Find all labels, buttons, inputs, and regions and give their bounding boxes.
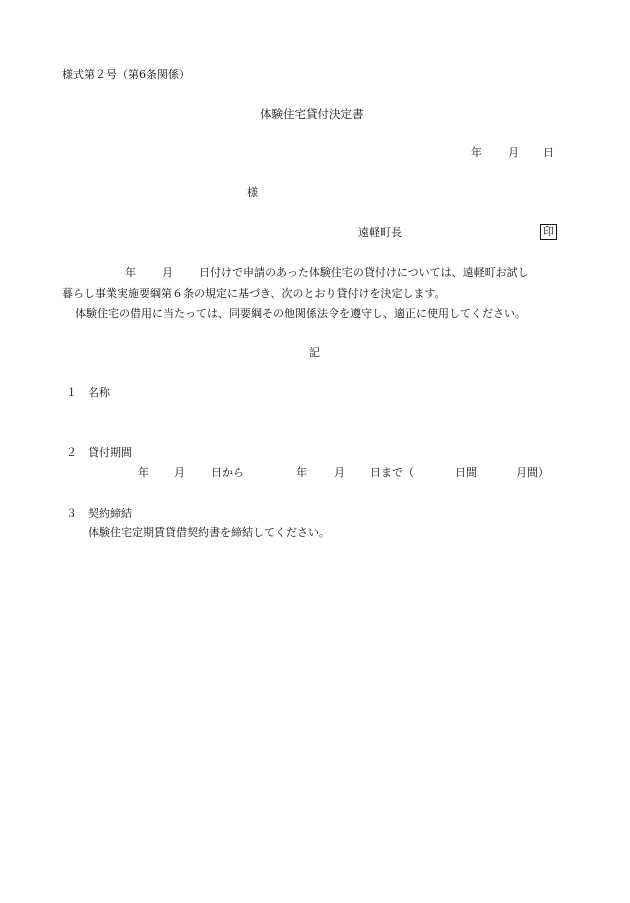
period-from-month: 月 xyxy=(174,466,185,479)
period-from-year: 年 xyxy=(138,466,149,479)
item-3-label: 契約締結 xyxy=(88,507,132,520)
period-to-year: 年 xyxy=(296,466,307,479)
body-paragraph-2: 体験住宅の借用に当たっては、同要綱その他関係法令を遵守し、適正に使用してください。 xyxy=(75,307,526,320)
item-3-detail: 体験住宅定期賃貸借契約書を締結してください。 xyxy=(88,526,330,539)
body-month: 月 xyxy=(162,266,173,279)
issuer: 遠軽町長 xyxy=(358,226,402,239)
body-line-2: 暮らし事業実施要綱第６条の規定に基づき、次のとおり貸付けを決定します。 xyxy=(62,287,446,300)
item-3-number: ３ xyxy=(66,507,77,520)
item-2-label: 貸付期間 xyxy=(88,446,132,459)
period-to-month: 月 xyxy=(334,466,345,479)
date-year: 年 xyxy=(471,146,482,159)
body-year: 年 xyxy=(125,266,136,279)
item-1-number: １ xyxy=(66,386,77,399)
body-line-1: 日付けで申請のあった体験住宅の貸付けについては、遠軽町お試し xyxy=(199,266,529,279)
date-month: 月 xyxy=(508,146,519,159)
item-1-label: 名称 xyxy=(88,386,110,399)
ki-heading: 記 xyxy=(309,346,320,359)
addressee-suffix: 様 xyxy=(247,186,258,199)
period-from-day: 日から xyxy=(211,466,244,479)
form-number: 様式第２号（第6条関係） xyxy=(62,68,190,81)
period-to-day: 日まで（ xyxy=(370,466,414,479)
period-months: 月間） xyxy=(516,466,549,479)
seal-box: 印 xyxy=(540,224,557,240)
period-days: 日間 xyxy=(455,466,477,479)
document-title: 体験住宅貸付決定書 xyxy=(260,107,364,121)
date-day: 日 xyxy=(543,146,554,159)
item-2-number: ２ xyxy=(66,446,77,459)
